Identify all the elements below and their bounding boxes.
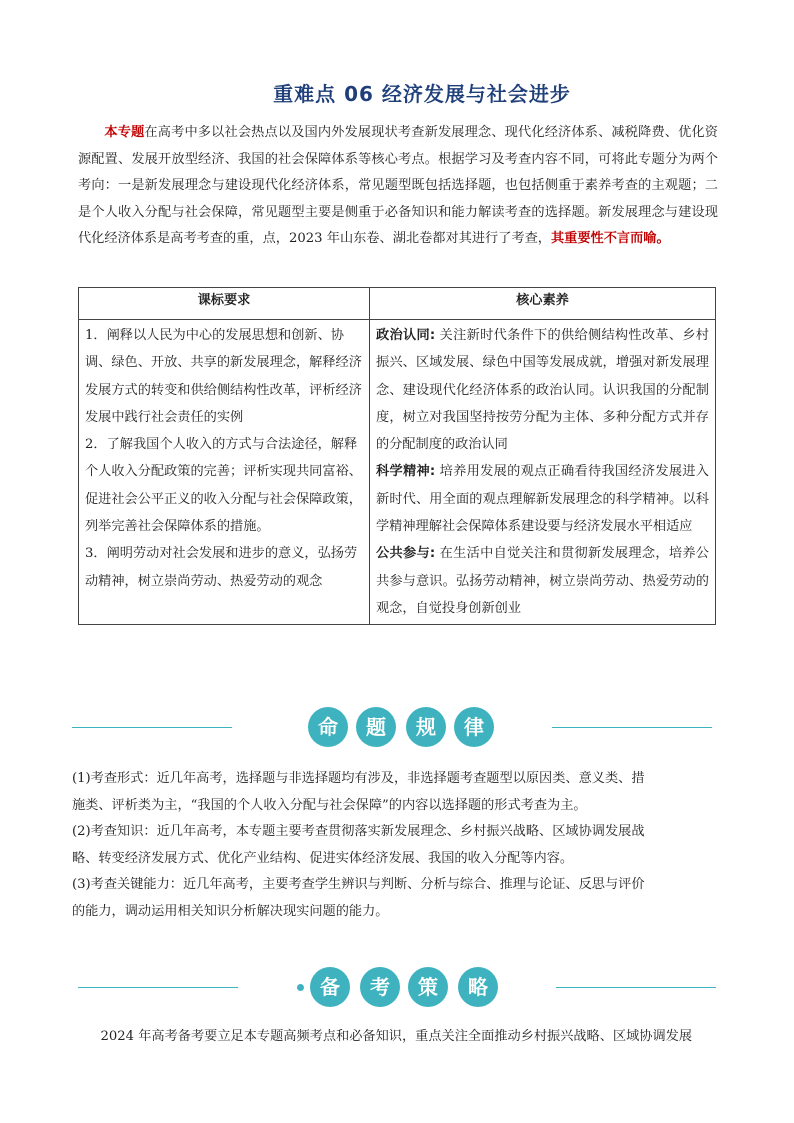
exam-rules-section	[72, 766, 652, 926]
literacy-cell	[370, 320, 716, 625]
literacy-text: 在生活中自觉关注和贯彻新发展理念，培养公共参与意识。弘扬劳动精神，树立崇尚劳动、热爱劳动的观念，自觉投身创新创业	[376, 546, 709, 616]
banner-dot	[297, 984, 304, 991]
banner-line-right	[556, 987, 716, 988]
banner-char: 略	[458, 967, 498, 1007]
intro-paragraph	[78, 120, 718, 253]
strategy-paragraph: 2024 年高考备考要立足本专题高频考点和必备知识，重点关注全面推动乡村振兴战略、区域协调发展	[100, 1029, 693, 1044]
banner-char: 考	[360, 967, 400, 1007]
header-literacy: 核心素养	[370, 288, 716, 320]
requirement-item: 2．了解我国个人收入的方式与合法途径，解释个人收入分配政策的完善；评析实现共同富裕、促进社会公平正义的收入分配与社会保障政策，列举完善社会保障体系的措施。	[85, 437, 362, 535]
literacy-item	[376, 540, 709, 622]
table-row	[79, 320, 716, 625]
banner-char: 律	[454, 707, 494, 747]
table-header-row	[79, 288, 716, 320]
standards-table	[78, 287, 716, 625]
literacy-label: 科学精神:	[376, 464, 436, 480]
page-title: 重难点 06 经济发展与社会进步	[273, 82, 571, 106]
literacy-item	[376, 458, 709, 540]
banner-line-right	[552, 727, 712, 728]
banner-char: 策	[408, 967, 448, 1007]
literacy-text: 关注新时代条件下的供给侧结构性改革、乡村振兴、区域发展、绿色中国等发展成就，增强对新发展理念、建设现代化经济体系的政治认同。认识我国的分配制度，树立对我国坚持按劳分配为主体、多种分配方式并存的分配制度的政治认同	[376, 328, 709, 453]
literacy-label: 政治认同:	[376, 328, 436, 343]
banner-char: 备	[310, 967, 350, 1007]
intro-emphasis: 其重要性不言而喻。	[550, 231, 670, 246]
banner-line-left	[72, 727, 232, 728]
header-requirements: 课标要求	[79, 288, 370, 320]
requirement-item: 1．阐释以人民为中心的发展思想和创新、协调、绿色、开放、共享的新发展理念，解释经济发展方式的转变和供给侧结构性改革，评析经济发展中践行社会责任的实例	[85, 328, 362, 425]
banner-char: 命	[308, 707, 348, 747]
rule-item: (1)考查形式：近几年高考，选择题与非选择题均有涉及，非选择题考查题型以原因类、意义类、措施类、评析类为主，“我国的个人收入分配与社会保障”的内容以选择题的形式考查为主。	[72, 771, 645, 813]
intro-lead: 本专题	[104, 125, 145, 140]
requirement-item: 3．阐明劳动对社会发展和进步的意义，弘扬劳动精神，树立崇尚劳动、热爱劳动的观念	[85, 546, 358, 589]
intro-text: 在高考中多以社会热点以及国内外发展现状考查新发展理念、现代化经济体系、减税降费、优化资源配置、发展开放型经济、我国的社会保障体系等核心考点。根据学习及考查内容不同，可将此专题分为两个考向：一是新发展理念与建设现代化经济体系，常见题型既包括选择题，也包括侧重于素养考查的主观题；二是个人收入分配与社会保障，常见题型主要是侧重于必备知识和能力解读考查的选择题。新发展理念与建设现代化经济体系是高考考查的重，点，2023 年山东卷、湖北卷都对其进行了考查，	[78, 125, 718, 246]
requirements-cell	[79, 320, 370, 625]
banner-exam-rules	[0, 702, 794, 752]
rule-item: (2)考查知识：近几年高考，本专题主要考查贯彻落实新发展理念、乡村振兴战略、区域协调发展战略、转变经济发展方式、优化产业结构、促进实体经济发展、我国的收入分配等内容。	[72, 824, 645, 866]
banner-char: 题	[356, 707, 396, 747]
banner-char: 规	[406, 707, 446, 747]
literacy-label: 公共参与:	[376, 546, 436, 562]
literacy-item	[376, 322, 709, 458]
banner-prep-strategy	[0, 964, 794, 1014]
literacy-text: 培养用发展的观点正确看待我国经济发展进入新时代、用全面的观点理解新发展理念的科学精神。以科学精神理解社会保障体系建设要与经济发展水平相适应	[376, 464, 709, 535]
rule-item: (3)考查关键能力：近几年高考，主要考查学生辨识与判断、分析与综合、推理与论证、反思与评价的能力，调动运用相关知识分析解决现实问题的能力。	[72, 877, 645, 919]
banner-line-left	[78, 987, 238, 988]
